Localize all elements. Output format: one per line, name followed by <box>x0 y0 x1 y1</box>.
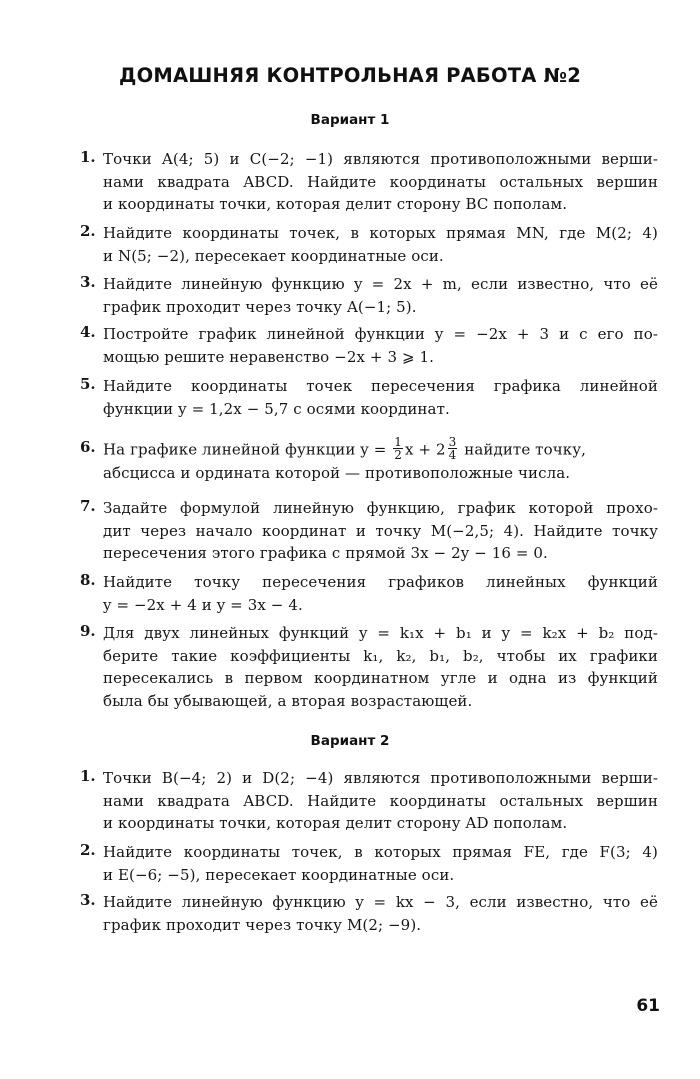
task-line: и координаты точки, которая делит сторону AD пополам. <box>103 814 568 832</box>
task-number: 9. <box>80 622 96 640</box>
task-line: Задайте формулой линейную функцию, график которой прохо- <box>103 499 658 517</box>
variant-2-heading: Вариант 2 <box>310 733 390 749</box>
task-line: Точки B(−4; 2) и D(2; −4) являются противоположными верши- <box>103 769 658 787</box>
task-line: была бы убывающей, а вторая возрастающей. <box>103 691 473 710</box>
task-line: функции y = 1,2x − 5,7 с осями координат. <box>103 399 450 418</box>
task-line: Найдите линейную функцию y = 2x + m, если известно, что её <box>103 275 658 293</box>
task-line: и координаты точки, которая делит сторону BC пополам. <box>103 195 568 213</box>
task-line: y = −2x + 4 и y = 3x − 4. <box>103 595 303 614</box>
task-line: абсцисса и ордината которой — противоположные числа. <box>103 464 571 482</box>
page-title: ДОМАШНЯЯ КОНТРОЛЬНАЯ РАБОТА №2 <box>119 64 581 87</box>
task-line: пересекались в первом координатном угле и одна из функций <box>103 669 658 687</box>
task-line: Найдите координаты точек, в которых прямая MN, где M(2; 4) <box>103 224 658 242</box>
task-line: Найдите точку пересечения графиков линейных функций <box>103 573 658 591</box>
task-line: мощью решите неравенство −2x + 3 ⩾ 1. <box>103 347 435 366</box>
v1-task-6 <box>80 435 660 485</box>
fraction-one-half <box>393 436 403 461</box>
task-number: 2. <box>80 222 96 240</box>
formula-text: найдите точку, <box>459 440 586 459</box>
task-line: график проходит через точку M(2; −9). <box>103 915 422 934</box>
variant-1-heading: Вариант 1 <box>310 112 390 128</box>
task-line: дит через начало координат и точку M(−2,5; 4). Найдите точку <box>103 521 658 540</box>
v2-task-2 <box>80 841 660 886</box>
fraction-three-quarters <box>448 436 458 461</box>
task-line: Постройте график линейной функции y = −2x + 3 и с его по- <box>103 325 658 343</box>
fraction-numerator: 1 <box>394 435 403 449</box>
task-number: 1. <box>80 767 96 785</box>
task-line: и E(−6; −5), пересекает координатные оси. <box>103 865 455 884</box>
task-line: берите такие коэффициенты k₁, k₂, b₁, b₂, чтобы их графики <box>103 646 658 665</box>
task-number: 7. <box>80 497 96 515</box>
v1-task-7 <box>80 497 660 565</box>
task-number: 2. <box>80 841 96 859</box>
v1-task-5 <box>80 375 660 420</box>
v1-task-4 <box>80 323 660 368</box>
task-number: 3. <box>80 273 96 291</box>
task-line: Точки A(4; 5) и C(−2; −1) являются противоположными верши- <box>103 150 658 168</box>
task-line: и N(5; −2), пересекает координатные оси. <box>103 246 444 265</box>
fraction-numerator: 3 <box>448 435 457 449</box>
task-line: Для двух линейных функций y = k₁x + b₁ и y = k₂x + b₂ под- <box>103 624 658 642</box>
page-number: 61 <box>636 996 660 1016</box>
formula-text: x + 2 <box>405 440 446 459</box>
task-number: 1. <box>80 148 96 166</box>
task-line-with-fractions <box>103 435 660 462</box>
v1-task-1 <box>80 148 660 216</box>
task-line: нами квадрата ABCD. Найдите координаты остальных вершин <box>103 172 658 191</box>
task-line: Найдите координаты точек, в которых прямая FE, где F(3; 4) <box>103 843 658 861</box>
fraction-denominator: 2 <box>394 448 403 462</box>
v2-task-1 <box>80 767 660 835</box>
task-line: нами квадрата ABCD. Найдите координаты остальных вершин <box>103 791 658 810</box>
task-number: 3. <box>80 891 96 909</box>
formula-text: На графике линейной функции y = <box>103 440 392 459</box>
task-number: 6. <box>80 438 96 456</box>
v1-task-3 <box>80 273 660 318</box>
v1-task-9 <box>80 622 660 712</box>
task-number: 8. <box>80 571 96 589</box>
task-number: 5. <box>80 375 96 393</box>
task-line: график проходит через точку A(−1; 5). <box>103 297 417 316</box>
task-number: 4. <box>80 323 96 341</box>
task-line: Найдите линейную функцию y = kx − 3, если известно, что её <box>103 893 658 911</box>
fraction-denominator: 4 <box>448 448 457 462</box>
v1-task-2 <box>80 222 660 267</box>
v1-task-8 <box>80 571 660 616</box>
task-line: Найдите координаты точек пересечения графика линейной <box>103 377 658 395</box>
task-line: пересечения этого графика с прямой 3x − 2y − 16 = 0. <box>103 544 548 562</box>
v2-task-3 <box>80 891 660 936</box>
